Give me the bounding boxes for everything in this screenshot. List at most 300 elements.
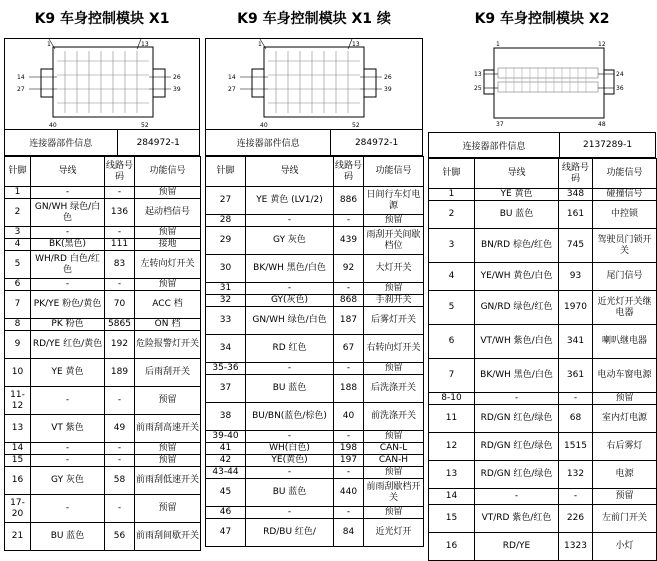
table-header	[206, 157, 424, 187]
table-cell: 驾驶员门锁开关	[593, 229, 657, 263]
table-cell: 30	[206, 255, 246, 283]
table-cell: -	[334, 215, 364, 227]
table-cell: -	[334, 363, 364, 375]
header-function: 功能信号	[135, 157, 201, 187]
table-cell: BU 蓝色	[475, 201, 559, 229]
table-cell: YE/WH 黄色/白色	[475, 263, 559, 291]
table-row	[206, 335, 424, 363]
table-cell: 后雾灯开关	[364, 307, 424, 335]
connector-info-row	[205, 130, 423, 156]
table-cell: 58	[105, 467, 135, 495]
table-cell: 34	[206, 335, 246, 363]
connector-part-number: 284972-1	[136, 137, 180, 148]
table-cell: 67	[334, 335, 364, 363]
table-header	[5, 157, 201, 187]
table-cell: -	[105, 227, 135, 239]
panel-x2	[428, 0, 652, 551]
table-cell: 起动档信号	[135, 199, 201, 227]
table-cell: -	[334, 467, 364, 479]
header-function: 功能信号	[593, 159, 657, 189]
table-cell: -	[31, 187, 105, 199]
table-cell: 439	[334, 227, 364, 255]
table-cell: -	[105, 187, 135, 199]
table-row	[429, 433, 657, 461]
table-cell: 中控锁	[593, 201, 657, 229]
table-cell: 预留	[364, 215, 424, 227]
table-row	[206, 507, 424, 519]
table-row	[5, 319, 201, 331]
table-cell: -	[105, 387, 135, 415]
table-cell: -	[246, 283, 334, 295]
table-cell: 745	[559, 229, 593, 263]
table-cell: -	[475, 489, 559, 505]
pin-label: 1	[258, 41, 262, 48]
table-cell: 1323	[559, 533, 593, 561]
table-cell: RD/GN 红色/绿色	[475, 461, 559, 489]
pin-label: 13	[474, 71, 482, 78]
table-row	[206, 255, 424, 283]
table-row	[429, 291, 657, 325]
table-cell: YE 黄色	[475, 189, 559, 201]
table-cell: YE 黄色	[31, 359, 105, 387]
table-row	[429, 359, 657, 393]
table-cell: 132	[559, 461, 593, 489]
connector-image	[206, 39, 422, 129]
table-cell: -	[559, 489, 593, 505]
table-cell: BU 蓝色	[246, 479, 334, 507]
table-cell: GN/RD 绿色/红色	[475, 291, 559, 325]
table-cell: 预留	[135, 227, 201, 239]
table-cell: WH(白色)	[246, 443, 334, 455]
table-cell: 4	[429, 263, 475, 291]
table-cell: 日间行车灯电源	[364, 187, 424, 215]
pin-label: 40	[260, 122, 268, 129]
table-row	[206, 479, 424, 507]
table-cell: RD/YE	[475, 533, 559, 561]
table-row	[429, 533, 657, 561]
connector-image	[5, 39, 199, 129]
pin-label: 26	[384, 74, 392, 81]
table-cell: 440	[334, 479, 364, 507]
connector-part-number: 2137289-1	[583, 140, 633, 150]
table-cell: 预留	[135, 495, 201, 523]
table-row	[206, 431, 424, 443]
table-cell: 右转向灯开关	[364, 335, 424, 363]
panel-x1	[4, 0, 200, 542]
table-cell: BK/WH 黑色/白色	[246, 255, 334, 283]
table-cell: PK/YE 粉色/黄色	[31, 291, 105, 319]
table-cell: 341	[559, 325, 593, 359]
table-cell: 16	[429, 533, 475, 561]
table-cell: 小灯	[593, 533, 657, 561]
table-cell: 预留	[135, 279, 201, 291]
connector-image	[428, 38, 656, 128]
table-cell: PK 粉色	[31, 319, 105, 331]
table-cell: 28	[206, 215, 246, 227]
table-cell: 1515	[559, 433, 593, 461]
table-cell: 预留	[364, 431, 424, 443]
table-cell: BU 蓝色	[31, 523, 105, 551]
table-cell: 7	[429, 359, 475, 393]
table-cell: 近光灯开关继电器	[593, 291, 657, 325]
connector-info-label: 连接器部件信息	[429, 133, 560, 157]
header-pin: 针脚	[5, 157, 31, 187]
table-row	[429, 325, 657, 359]
header-circuit: 线路号码	[105, 157, 135, 187]
table-cell: YE(黄色)	[246, 455, 334, 467]
header-wire: 导线	[31, 157, 105, 187]
table-cell: 喇叭继电器	[593, 325, 657, 359]
connector-part-number: 284972-1	[354, 137, 399, 148]
table-cell: -	[246, 431, 334, 443]
table-cell: 左转向灯开关	[135, 251, 201, 279]
header-wire: 导线	[246, 157, 334, 187]
table-cell: -	[31, 455, 105, 467]
table-cell: 3	[429, 229, 475, 263]
table-cell: 14	[429, 489, 475, 505]
table-cell: 室内灯电源	[593, 405, 657, 433]
table-cell: 预留	[593, 393, 657, 405]
table-cell: 886	[334, 187, 364, 215]
table-cell: 6	[429, 325, 475, 359]
table-row	[429, 229, 657, 263]
table-cell: 接地	[135, 239, 201, 251]
table-row	[429, 189, 657, 201]
pin-table	[205, 156, 424, 547]
pin-label: 12	[598, 41, 606, 48]
table-cell: 45	[206, 479, 246, 507]
table-row	[5, 251, 201, 279]
table-cell: CAN-L	[364, 443, 424, 455]
table-cell: GY 灰色	[31, 467, 105, 495]
table-cell: 5	[429, 291, 475, 325]
table-cell: 8-10	[429, 393, 475, 405]
table-row	[5, 291, 201, 319]
header-function: 功能信号	[364, 157, 424, 187]
table-cell: 84	[334, 519, 364, 547]
table-cell: RD/GN 红色/绿色	[475, 433, 559, 461]
table-cell: -	[31, 279, 105, 291]
table-cell: BK(黑色)	[31, 239, 105, 251]
table-cell: 手刹开关	[364, 295, 424, 307]
table-cell: 3	[5, 227, 31, 239]
table-cell: 40	[334, 403, 364, 431]
pin-label: 36	[616, 85, 624, 92]
table-cell: 13	[5, 415, 31, 443]
table-cell: BN/RD 棕色/红色	[475, 229, 559, 263]
table-cell: -	[246, 507, 334, 519]
pin-label: 1	[47, 41, 51, 48]
table-row	[206, 227, 424, 255]
table-row	[206, 187, 424, 215]
table-row	[206, 519, 424, 547]
table-cell: 12	[429, 433, 475, 461]
table-cell: 92	[334, 255, 364, 283]
table-cell: -	[31, 443, 105, 455]
table-row	[429, 405, 657, 433]
table-cell: 13	[429, 461, 475, 489]
table-cell: RD/GN 红色/绿色	[475, 405, 559, 433]
table-row	[206, 455, 424, 467]
table-row	[5, 455, 201, 467]
table-cell: 预留	[364, 283, 424, 295]
table-row	[429, 263, 657, 291]
pin-label: 13	[141, 41, 149, 48]
table-row	[206, 283, 424, 295]
table-cell: 39-40	[206, 431, 246, 443]
table-row	[5, 467, 201, 495]
table-cell: 42	[206, 455, 246, 467]
table-cell: -	[105, 495, 135, 523]
table-cell: -	[31, 387, 105, 415]
table-cell: GN/WH 绿色/白色	[246, 307, 334, 335]
table-cell: 2	[5, 199, 31, 227]
table-cell: 226	[559, 505, 593, 533]
table-cell: 33	[206, 307, 246, 335]
table-row	[5, 443, 201, 455]
table-row	[429, 201, 657, 229]
table-cell: 21	[5, 523, 31, 551]
table-cell: 危险报警灯开关	[135, 331, 201, 359]
table-cell: 31	[206, 283, 246, 295]
table-cell: -	[31, 495, 105, 523]
table-cell: 7	[5, 291, 31, 319]
table-cell: 电源	[593, 461, 657, 489]
table-cell: 前雨刮高速开关	[135, 415, 201, 443]
header-circuit: 线路号码	[559, 159, 593, 189]
table-row	[5, 227, 201, 239]
table-cell: -	[246, 363, 334, 375]
panel-title: K9 车身控制模块 X2	[474, 11, 610, 27]
header-circuit: 线路号码	[334, 157, 364, 187]
table-cell: 6	[5, 279, 31, 291]
table-row	[206, 443, 424, 455]
table-cell: 868	[334, 295, 364, 307]
table-cell: RD/BU 红色/	[246, 519, 334, 547]
connector-info-row	[428, 132, 656, 158]
table-cell: 46	[206, 507, 246, 519]
table-cell: 碰撞信号	[593, 189, 657, 201]
table-cell: -	[475, 393, 559, 405]
table-row	[206, 215, 424, 227]
table-cell: RD/YE 红色/黄色	[31, 331, 105, 359]
table-row	[5, 187, 201, 199]
table-cell: 188	[334, 375, 364, 403]
table-cell: 9	[5, 331, 31, 359]
pin-table	[428, 158, 657, 561]
pin-label: 39	[173, 86, 181, 93]
table-cell: GN/WH 绿色/白色	[31, 199, 105, 227]
pin-label: 27	[228, 86, 236, 93]
table-cell: 预留	[593, 489, 657, 505]
table-cell: 预留	[364, 507, 424, 519]
table-cell: 右后雾灯	[593, 433, 657, 461]
pin-label: 25	[474, 85, 482, 92]
pin-label: 52	[352, 122, 360, 129]
table-cell: -	[31, 227, 105, 239]
pin-label: 39	[384, 86, 392, 93]
table-cell: 11	[429, 405, 475, 433]
table-header	[429, 159, 657, 189]
table-cell: 前雨刮低速开关	[135, 467, 201, 495]
header-wire: 导线	[475, 159, 559, 189]
table-row	[206, 403, 424, 431]
table-cell: -	[559, 393, 593, 405]
table-row	[206, 295, 424, 307]
table-cell: 32	[206, 295, 246, 307]
table-cell: 预留	[135, 455, 201, 467]
table-cell: 1970	[559, 291, 593, 325]
table-cell: 37	[206, 375, 246, 403]
table-row	[429, 489, 657, 505]
table-cell: 1	[429, 189, 475, 201]
connector-info-label: 连接器部件信息	[206, 130, 331, 155]
table-cell: 17-20	[5, 495, 31, 523]
table-row	[206, 363, 424, 375]
table-cell: -	[246, 215, 334, 227]
table-cell: 35-36	[206, 363, 246, 375]
table-cell: 10	[5, 359, 31, 387]
table-cell: -	[334, 431, 364, 443]
table-row	[429, 505, 657, 533]
table-cell: 93	[559, 263, 593, 291]
table-cell: 83	[105, 251, 135, 279]
pin-table	[4, 156, 201, 551]
table-cell: 15	[429, 505, 475, 533]
table-cell: 16	[5, 467, 31, 495]
table-row	[5, 523, 201, 551]
table-cell: 后洗涤开关	[364, 375, 424, 403]
table-cell: 187	[334, 307, 364, 335]
table-cell: 70	[105, 291, 135, 319]
table-cell: 左前门开关	[593, 505, 657, 533]
table-row	[5, 239, 201, 251]
table-cell: 47	[206, 519, 246, 547]
table-cell: 后雨刮开关	[135, 359, 201, 387]
table-cell: -	[105, 455, 135, 467]
table-cell: 43-44	[206, 467, 246, 479]
table-cell: 192	[105, 331, 135, 359]
table-cell: 尾门信号	[593, 263, 657, 291]
table-cell: 111	[105, 239, 135, 251]
table-row	[429, 461, 657, 489]
connector-diagram	[205, 38, 423, 130]
header-pin: 针脚	[206, 157, 246, 187]
table-cell: 4	[5, 239, 31, 251]
table-cell: CAN-H	[364, 455, 424, 467]
panel-title: K9 车身控制模块 X1 续	[237, 11, 391, 27]
table-row	[206, 467, 424, 479]
table-row	[206, 307, 424, 335]
table-cell: 68	[559, 405, 593, 433]
pin-label: 14	[17, 74, 25, 81]
connector-diagram	[4, 38, 200, 130]
table-cell: 前雨刮间歇开关	[135, 523, 201, 551]
table-cell: 预留	[364, 363, 424, 375]
table-cell: -	[105, 279, 135, 291]
table-cell: VT/RD 紫色/红色	[475, 505, 559, 533]
table-cell: 15	[5, 455, 31, 467]
table-cell: ON 档	[135, 319, 201, 331]
pin-label: 13	[352, 41, 360, 48]
panel-x1-continued	[205, 0, 423, 542]
panel-title: K9 车身控制模块 X1	[34, 11, 170, 27]
pin-label: 24	[616, 71, 624, 78]
table-cell: 雨刮开关间歇档位	[364, 227, 424, 255]
table-row	[206, 375, 424, 403]
connector-info-row	[4, 130, 200, 156]
table-cell: 136	[105, 199, 135, 227]
pin-label: 40	[49, 122, 57, 129]
table-cell: 1	[5, 187, 31, 199]
table-cell: 197	[334, 455, 364, 467]
table-cell: 189	[105, 359, 135, 387]
table-cell: 前雨刮歇档开关	[364, 479, 424, 507]
table-cell: 电动车窗电源	[593, 359, 657, 393]
table-cell: 近光灯开	[364, 519, 424, 547]
table-cell: 29	[206, 227, 246, 255]
connector-diagram	[428, 38, 656, 130]
table-row	[5, 331, 201, 359]
table-cell: 预留	[135, 443, 201, 455]
table-cell: 预留	[135, 187, 201, 199]
table-cell: RD 红色	[246, 335, 334, 363]
table-cell: 大灯开关	[364, 255, 424, 283]
table-cell: 161	[559, 201, 593, 229]
table-cell: 14	[5, 443, 31, 455]
table-cell: BU 蓝色	[246, 375, 334, 403]
table-cell: 预留	[135, 387, 201, 415]
table-cell: 198	[334, 443, 364, 455]
table-cell: 11-12	[5, 387, 31, 415]
table-cell: 预留	[364, 467, 424, 479]
table-cell: 56	[105, 523, 135, 551]
table-row	[5, 199, 201, 227]
header-pin: 针脚	[429, 159, 475, 189]
table-cell: BU/BN(蓝色/棕色)	[246, 403, 334, 431]
table-cell: ACC 档	[135, 291, 201, 319]
table-cell: -	[105, 443, 135, 455]
table-cell: VT/WH 紫色/白色	[475, 325, 559, 359]
connector-info-label: 连接器部件信息	[5, 130, 118, 155]
table-cell: -	[334, 507, 364, 519]
table-cell: 5865	[105, 319, 135, 331]
pin-label: 27	[17, 86, 25, 93]
table-cell: 前洗涤开关	[364, 403, 424, 431]
table-cell: YE 黄色 (LV1/2)	[246, 187, 334, 215]
table-cell: 38	[206, 403, 246, 431]
table-cell: 8	[5, 319, 31, 331]
pin-label: 1	[496, 41, 500, 48]
table-cell: WH/RD 白色/红色	[31, 251, 105, 279]
table-cell: VT 紫色	[31, 415, 105, 443]
table-cell: 348	[559, 189, 593, 201]
table-cell: -	[246, 467, 334, 479]
pin-label: 52	[141, 122, 149, 129]
table-cell: -	[334, 283, 364, 295]
table-cell: 27	[206, 187, 246, 215]
table-cell: 361	[559, 359, 593, 393]
table-row	[5, 387, 201, 415]
table-cell: 41	[206, 443, 246, 455]
table-cell: 5	[5, 251, 31, 279]
table-cell: GY 灰色	[246, 227, 334, 255]
table-row	[5, 495, 201, 523]
table-cell: GY(灰色)	[246, 295, 334, 307]
pin-label: 37	[496, 121, 504, 128]
pin-label: 26	[173, 74, 181, 81]
table-cell: 49	[105, 415, 135, 443]
